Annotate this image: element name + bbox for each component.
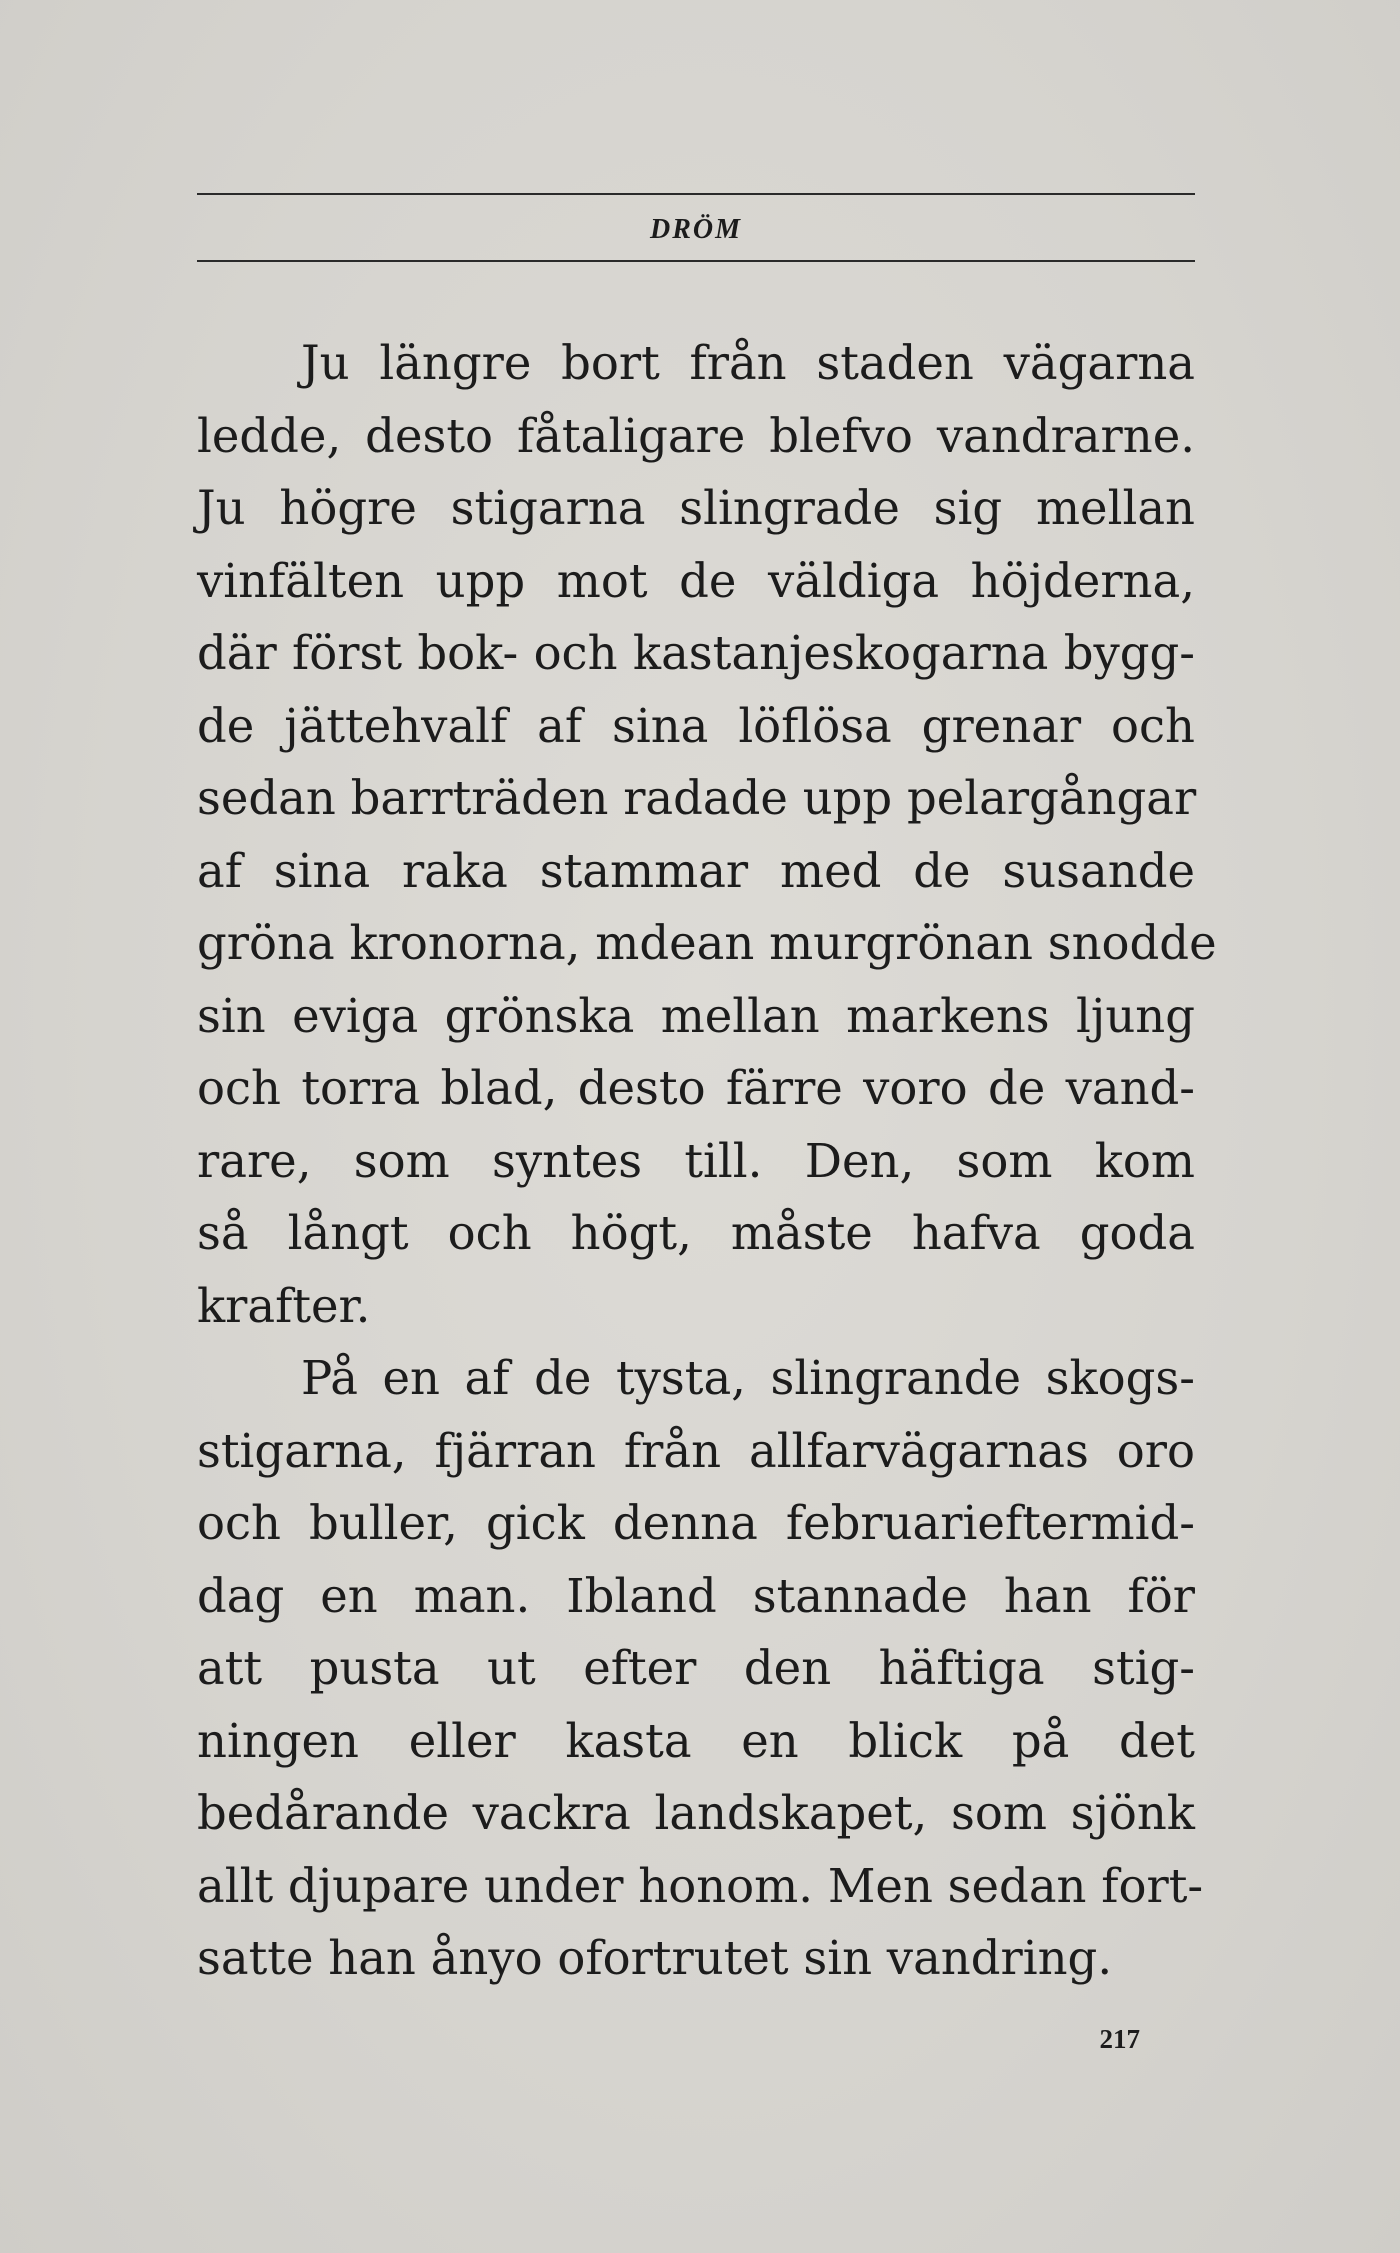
page-header — [197, 193, 1195, 262]
text-line: bedårande vackra landskapet, som sjönk — [197, 1786, 1195, 1840]
running-head: DRÖM — [649, 214, 742, 245]
text-line: sedan barrträden radade upp pelargångar — [197, 771, 1197, 825]
text-line: och buller, gick denna februarieftermid- — [197, 1496, 1195, 1550]
text-line: allt djupare under honom. Men sedan fort- — [197, 1858, 1204, 1913]
text-line: gröna kronorna, mdean murgrönan snodde — [197, 916, 1217, 970]
text-line: Ju högre stigarna slingrade sig mellan — [197, 481, 1195, 535]
text-line: På en af de tysta, slingrande skogs- — [301, 1351, 1195, 1405]
text-line: där först bok- och kastanjeskogarna bygg- — [197, 626, 1195, 680]
text-line: krafter. — [197, 1278, 371, 1333]
text-line: sin eviga grönska mellan markens ljung — [197, 988, 1195, 1043]
text-line: att pusta ut efter den häftiga stig- — [197, 1641, 1195, 1695]
text-line: ledde, desto fåtaligare blefvo vandrarne. — [197, 408, 1195, 463]
paragraph-1 — [197, 327, 1217, 1342]
text-line: dag en man. Ibland stannade han för — [197, 1568, 1195, 1623]
text-line: rare, som syntes till. Den, som kom — [197, 1133, 1195, 1188]
page-number: 217 — [1099, 2024, 1140, 2054]
text-line: så långt och högt, måste hafva goda — [197, 1206, 1195, 1260]
header-rule-top — [197, 193, 1195, 195]
text-line: stigarna, fjärran från allfarvägarnas oro — [197, 1423, 1195, 1478]
text-line: Ju längre bort från staden vägarna — [301, 336, 1195, 390]
text-line: satte han ånyo ofortrutet sin vandring. — [197, 1931, 1113, 1985]
header-rule-bottom — [197, 260, 1195, 262]
text-line: ningen eller kasta en blick på det — [197, 1713, 1195, 1768]
text-line: de jättehvalf af sina löflösa grenar och — [197, 698, 1195, 753]
body-text — [197, 327, 1217, 1995]
text-line: vinfälten upp mot de väldiga höjderna, — [197, 553, 1195, 608]
text-line: af sina raka stammar med de susande — [197, 843, 1195, 898]
text-line: och torra blad, desto färre voro de vand- — [197, 1061, 1195, 1115]
paragraph-2 — [197, 1342, 1204, 1995]
